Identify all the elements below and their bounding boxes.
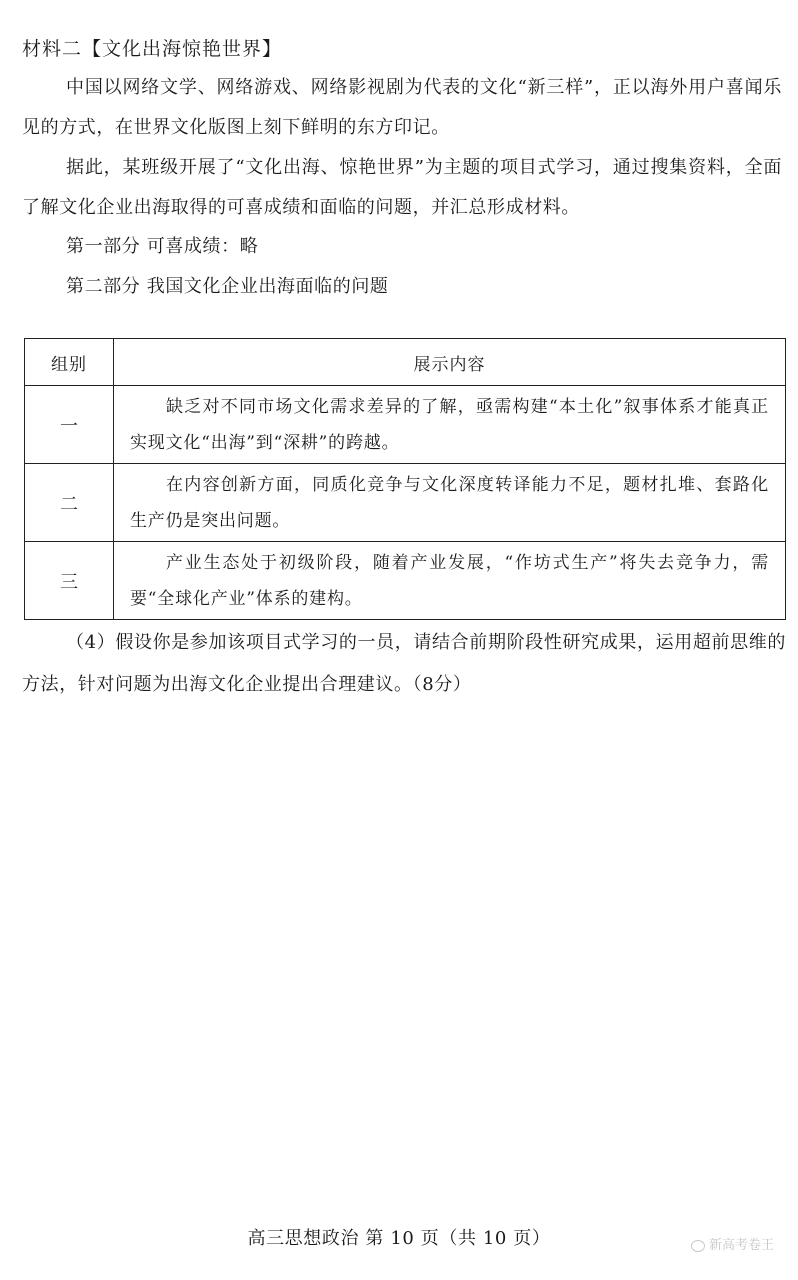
table-row xyxy=(25,542,786,620)
question-4: （4）假设你是参加该项目式学习的一员，请结合前期阶段性研究成果，运用超前思维的方法，针对问题为出海文化企业提出合理建议。（8分） xyxy=(22,632,786,695)
problems-table xyxy=(24,338,786,620)
watermark xyxy=(691,1234,774,1253)
watermark-icon xyxy=(691,1240,705,1252)
table-row xyxy=(25,464,786,542)
group-cell: 一 xyxy=(25,386,114,464)
part-one-line: 第一部分 可喜成绩：略 xyxy=(66,236,259,257)
intro-paragraph: 中国以网络文学、网络游戏、网络影视剧为代表的文化“新三样”，正以海外用户喜闻乐见的方式，在世界文化版图上刻下鲜明的东方印记。 xyxy=(22,77,782,138)
group-cell: 三 xyxy=(25,542,114,620)
page-footer: 高三思想政治 第 10 页（共 10 页） xyxy=(247,1228,551,1249)
content-cell: 产业生态处于初级阶段，随着产业发展，“作坊式生产”将失去竞争力，需要“全球化产业”体系的建构。 xyxy=(114,542,786,620)
table-header-row xyxy=(25,339,786,386)
header-content: 展示内容 xyxy=(114,339,786,386)
group-cell: 二 xyxy=(25,464,114,542)
material-title: 材料二【文化出海惊艳世界】 xyxy=(22,38,283,60)
part-two-line: 第二部分 我国文化企业出海面临的问题 xyxy=(66,276,389,297)
table-row xyxy=(25,386,786,464)
content-cell: 在内容创新方面，同质化竞争与文化深度转译能力不足，题材扎堆、套路化生产仍是突出问题。 xyxy=(114,464,786,542)
header-group: 组别 xyxy=(25,339,114,386)
watermark-text: 新高考卷王 xyxy=(708,1238,774,1253)
content-cell: 缺乏对不同市场文化需求差异的了解，亟需构建“本土化”叙事体系才能真正实现文化“出海”到“深耕”的跨越。 xyxy=(114,386,786,464)
project-paragraph: 据此，某班级开展了“文化出海、惊艳世界”为主题的项目式学习，通过搜集资料，全面了解文化企业出海取得的可喜成绩和面临的问题，并汇总形成材料。 xyxy=(22,157,782,218)
